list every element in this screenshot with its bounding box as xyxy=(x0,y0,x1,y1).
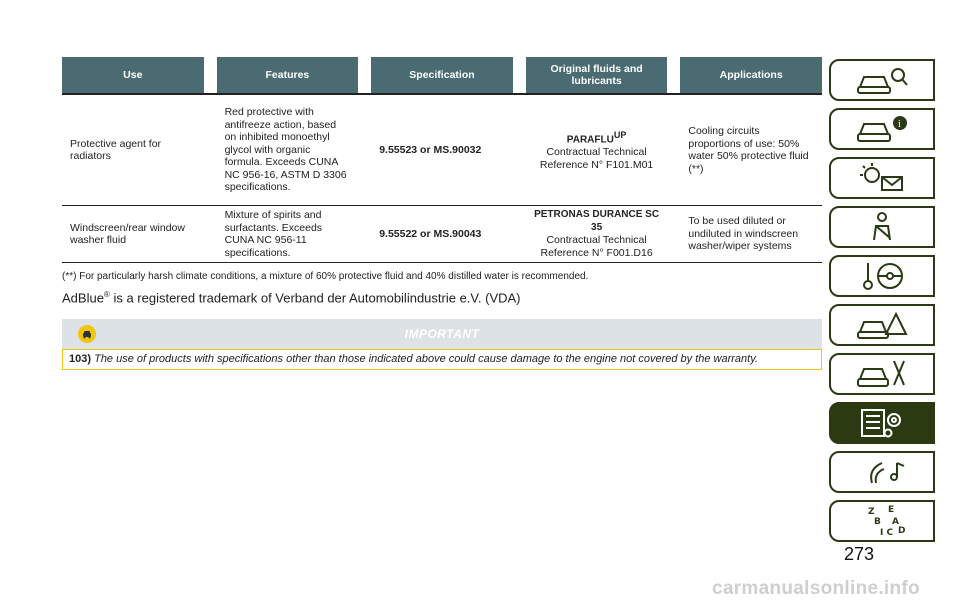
svg-text:D: D xyxy=(898,526,906,536)
footnote: (**) For particularly harsh climate conditions, a mixture of 60% protective fluid and 40% distilled water is recommended. xyxy=(62,271,589,282)
cell-spec: 9.55522 or MS.90043 xyxy=(379,227,482,240)
chapter-tab-technical-specs[interactable] xyxy=(829,402,935,444)
chapter-tab-emergency[interactable] xyxy=(829,304,935,346)
header-specification: Specification xyxy=(371,57,513,93)
alphabet-index-icon xyxy=(854,504,910,538)
warning-car-icon xyxy=(78,325,96,343)
cell-applications: To be used diluted or undiluted in windscreen washer/wiper systems xyxy=(688,215,799,253)
svg-text:i: i xyxy=(898,120,901,130)
cell-use: Windscreen/rear window washer fluid xyxy=(70,221,185,246)
chapter-tab-maintenance[interactable] xyxy=(829,353,935,395)
chapter-tab-safety[interactable] xyxy=(829,206,935,248)
svg-text:Z: Z xyxy=(868,507,875,517)
car-warning-triangle-icon xyxy=(854,308,910,342)
fluid-brand: $PARAFLU^{UP}$ xyxy=(566,129,627,145)
cell-features: Mixture of spirits and surfactants. Exceeds CUNA NC 956-11 specifications. xyxy=(224,209,323,259)
chapter-sidebar xyxy=(829,59,935,549)
key-steering-wheel-icon xyxy=(854,259,910,293)
fluid-ref-line2: Reference N° F101.M01 xyxy=(539,158,654,171)
car-info-icon xyxy=(854,112,910,146)
specs-gear-icon xyxy=(854,406,910,440)
svg-text:B: B xyxy=(874,517,881,527)
header-features: Features xyxy=(217,57,359,93)
trademark-note: AdBlue® is a registered trademark of Verband der Automobilindustrie e.V. (VDA) xyxy=(62,290,521,306)
svg-text:A: A xyxy=(892,517,899,527)
cell-spec: 9.55523 or MS.90032 xyxy=(379,143,482,156)
chapter-tab-warnings[interactable] xyxy=(829,157,935,199)
cell-features: Red protective with antifreeze action, based on inhibited monoethyl glycol with organic formula. Exceeds CUNA NC 956-16, ASTM D 3306 specifications. xyxy=(224,106,347,194)
chapter-tab-car-search[interactable] xyxy=(829,59,935,101)
important-text: The use of products with specifications other than those indicated above could cause damage to the engine not covered by the warranty. xyxy=(94,353,758,366)
important-header xyxy=(62,319,822,349)
car-search-icon xyxy=(854,63,910,97)
multimedia-icon xyxy=(854,455,910,489)
header-applications: Applications xyxy=(680,57,822,93)
chapter-tab-car-info[interactable] xyxy=(829,108,935,150)
chapter-tab-index[interactable] xyxy=(829,500,935,542)
important-box xyxy=(62,349,822,370)
table-header xyxy=(62,57,822,93)
header-original-fluids: Original fluids and lubricants xyxy=(526,57,668,93)
table-row xyxy=(62,93,822,206)
chapter-tab-driving[interactable] xyxy=(829,255,935,297)
important-number: 103) xyxy=(69,353,92,366)
page-number: 273 xyxy=(844,544,875,564)
main-content xyxy=(62,57,822,370)
fluid-ref-line1: Contractual Technical xyxy=(546,146,647,159)
watermark: carmanualsonline.info xyxy=(712,578,920,599)
cell-use: Protective agent for radiators xyxy=(70,137,162,162)
warning-light-message-icon xyxy=(854,161,910,195)
svg-text:I C: I C xyxy=(880,528,894,538)
svg-text:E: E xyxy=(888,505,895,515)
fluid-ref-line1: Contractual Technical xyxy=(546,234,647,246)
chapter-tab-multimedia[interactable] xyxy=(829,451,935,493)
important-title: IMPORTANT xyxy=(404,327,480,342)
cell-original-fluid xyxy=(526,95,668,205)
cell-original-fluid xyxy=(526,206,668,262)
header-use: Use xyxy=(62,57,204,93)
seat-belt-person-icon xyxy=(854,210,910,244)
car-wrench-icon xyxy=(854,357,910,391)
cell-applications: Cooling circuits proportions of use: 50% water 50% protective fluid (**) xyxy=(688,125,809,175)
fluid-brand: PETRONAS DURANCE SC 35 xyxy=(534,209,660,233)
fluid-ref-line2: Reference N° F001.D16 xyxy=(540,246,653,259)
table-row xyxy=(62,206,822,263)
